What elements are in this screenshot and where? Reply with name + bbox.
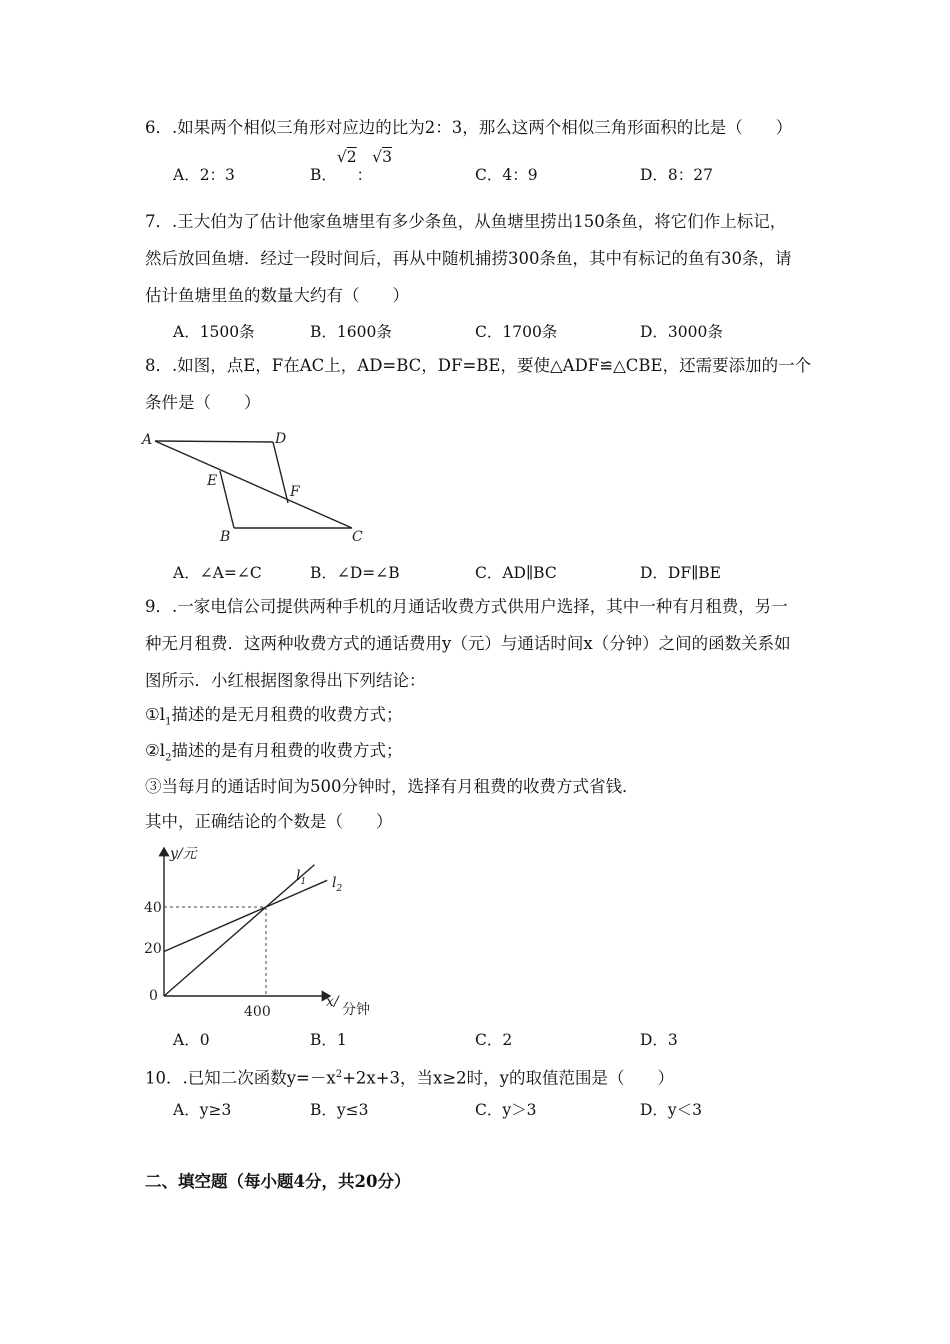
q9-option-b: B．1	[310, 1031, 347, 1049]
segment-eb	[220, 471, 234, 528]
section-heading: 二、填空题（每小题4分，共20分）	[145, 1172, 411, 1191]
label-f: F	[290, 484, 300, 500]
q9-option-c: C．2	[475, 1031, 513, 1049]
q7-line2: 然后放回鱼塘．经过一段时间后，再从中随机捕捞300条鱼，其中有标记的鱼有30条，请	[145, 249, 792, 268]
q7-line3: 估计鱼塘里鱼的数量大约有（ ）	[145, 286, 409, 305]
label-l1: $l_1$	[296, 868, 307, 887]
label-c: C	[352, 529, 363, 545]
q9-conclusion-3: ③当每月的通话时间为500分钟时，选择有月租费的收费方式省钱．	[145, 777, 639, 796]
sqrt-2: √2	[336, 148, 357, 166]
y-axis-label: y/元	[170, 846, 197, 862]
q10-option-a: A．y≥3	[173, 1101, 232, 1119]
line-l1	[164, 865, 314, 996]
label-a: A	[142, 432, 153, 448]
x-axis-var: x/	[326, 994, 339, 1010]
q6-option-c: C．4：9	[475, 166, 538, 184]
line-l2	[164, 880, 327, 951]
q7-option-c: C．1700条	[475, 323, 558, 341]
q9-option-d: D．3	[640, 1031, 678, 1049]
segment-ad	[155, 441, 273, 442]
q8-option-c: C．AD∥BC	[475, 564, 557, 582]
label-l2: $l_2$	[332, 875, 343, 894]
sqrt-3: √3	[372, 148, 392, 166]
q6-stem: 6．.如果两个相似三角形对应边的比为2：3，那么这两个相似三角形面积的比是（ ）	[145, 118, 793, 137]
label-d: D	[275, 431, 287, 447]
tick-400: 400	[244, 1004, 271, 1020]
q6-option-b: B．√2：√3	[310, 148, 392, 184]
q7-option-a: A．1500条	[173, 323, 255, 341]
segment-ac	[155, 441, 352, 528]
q8-option-a: A．∠A=∠C	[173, 564, 262, 582]
q6-option-d: D．8：27	[640, 166, 714, 184]
q9-graph	[140, 840, 390, 1025]
q7-option-b: B．1600条	[310, 323, 392, 341]
tick-20: 20	[144, 941, 162, 957]
q7-option-d: D．3000条	[640, 323, 723, 341]
q9-conclusion-2: $②l_2$描述的是有月租费的收费方式；	[145, 741, 403, 764]
label-b: B	[220, 529, 231, 545]
q10-option-d: D．y＜3	[640, 1101, 703, 1119]
q9-option-a: A．0	[173, 1031, 210, 1049]
q10-stem: 10．.已知二次函数$y=-x^2+2x+3$，当x≥2时，y的取值范围是（ ）	[145, 1068, 674, 1088]
q8-option-b: B．∠D=∠B	[310, 564, 400, 582]
x-axis-unit: 分钟	[342, 1002, 370, 1018]
q9-line3: 图所示．小红根据图象得出下列结论：	[145, 671, 426, 690]
q9-line2: 种无月租费．这两种收费方式的通话费用y（元）与通话时间x（分钟）之间的函数关系如	[145, 634, 791, 653]
q10-option-b: B．y≤3	[310, 1101, 369, 1119]
q6-option-a: A．2：3	[173, 166, 235, 184]
q8-line2: 条件是（ ）	[145, 393, 261, 412]
q9-line1: 9．.一家电信公司提供两种手机的月通话收费方式供用户选择，其中一种有月租费，另一	[145, 597, 788, 616]
q7-line1: 7．.王大伯为了估计他家鱼塘里有多少条鱼，从鱼塘里捞出150条鱼，将它们作上标记，	[145, 212, 787, 231]
tick-40: 40	[144, 900, 162, 916]
q9-conclusion-1: $①l_1$描述的是无月租费的收费方式；	[145, 705, 403, 728]
q8-line1: 8．.如图，点E，F在AC上，AD=BC，DF=BE，要使△ADF≌△CBE，还需要添加的一个	[145, 356, 812, 375]
q8-figure	[140, 425, 375, 550]
label-e: E	[207, 473, 218, 489]
q9-line4: 其中，正确结论的个数是（ ）	[145, 812, 393, 831]
q8-option-d: D．DF∥BE	[640, 564, 721, 582]
tick-0: 0	[149, 988, 158, 1004]
q10-option-c: C．y＞3	[475, 1101, 537, 1119]
